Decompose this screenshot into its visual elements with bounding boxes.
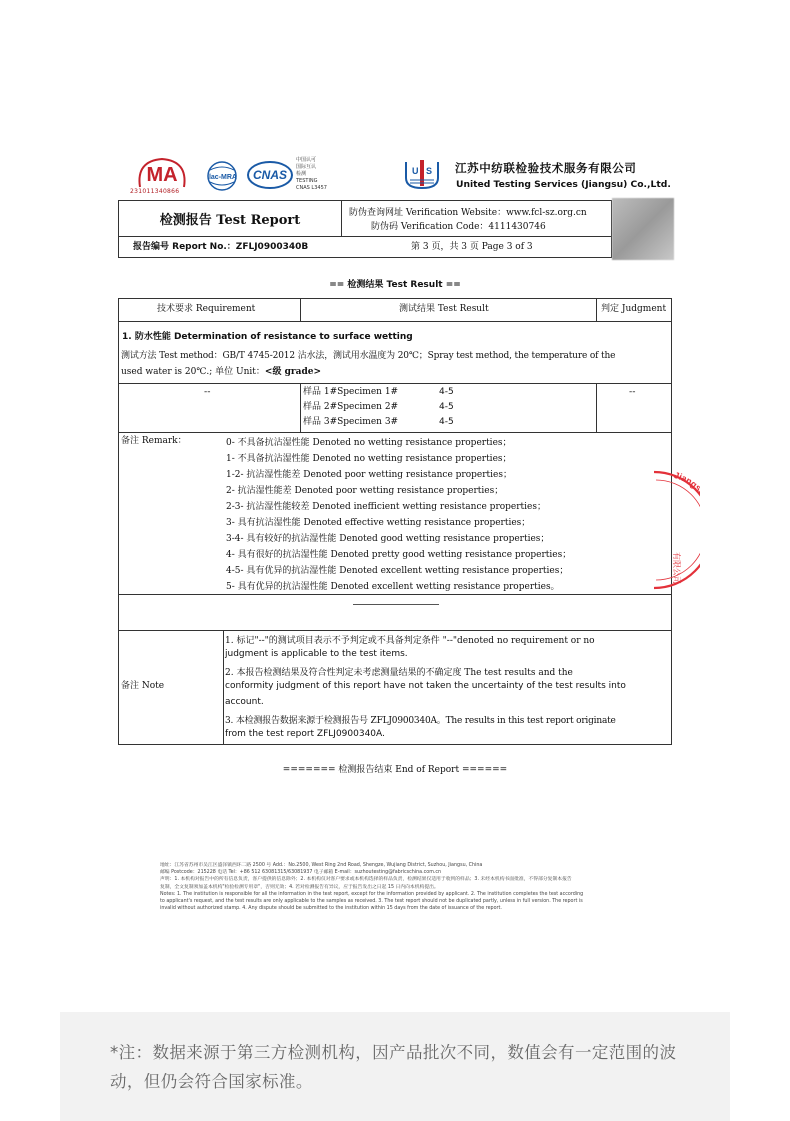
cnas-caption	[296, 157, 327, 192]
remark-line: 1-2- 抗沾湿性能差 Denoted poor wetting resistance properties；	[226, 470, 512, 480]
table-rule	[119, 432, 671, 433]
verification-code: 防伪码 Verification Code：4111430746	[371, 222, 546, 232]
remark-line: 3- 具有抗沾湿性能 Denoted effective wetting resistance properties；	[226, 518, 531, 528]
test-method-line	[121, 365, 321, 381]
remark-line: 2-3- 抗沾湿性能较差 Denoted inefficient wetting resistance properties；	[226, 502, 546, 512]
specimen-label: 样品 1#Specimen 1#	[303, 387, 399, 397]
cnas-logo	[246, 159, 294, 191]
fine-print-line: Notes: 1. The institution is responsible for all the information in the test report, except for the information provided by applicant. 2. The institution completes the test according	[160, 891, 584, 897]
note-line: conformity judgment of this report have not taken the uncertainty of the test results into	[225, 681, 626, 691]
svg-text:有限公司: 有限公司	[672, 552, 681, 584]
cnas-caption-line: TESTING	[296, 178, 318, 184]
cnas-caption-line: 检测	[296, 171, 307, 177]
cma-logo	[134, 155, 190, 191]
remark-line: 2- 抗沾湿性能差 Denoted poor wetting resistance properties；	[226, 486, 504, 496]
col-header-result: 测试结果 Test Result	[399, 304, 489, 314]
remark-line: 4-5- 具有优异的抗沾湿性能 Denoted excellent wetting resistance properties；	[226, 566, 569, 576]
ilac-logo-text: ilac-MRA	[207, 174, 237, 181]
page-indicator: 第 3 页，共 3 页 Page 3 of 3	[411, 242, 533, 252]
remark-line: 0- 不具备抗沾湿性能 Denoted no wetting resistance properties；	[226, 438, 512, 448]
specimen-label: 样品 3#Specimen 3#	[303, 417, 399, 427]
cnas-logo-text: CNAS	[252, 168, 288, 182]
fine-print-line: 声明：1. 本机构对报告中的所有信息负责，客户提供的信息除外；2. 本机构仅对客户要求或本机构选择的样品负责，检测结果仅适用于收到的样品；3. 未经本机构书面批准，不得部分复制本报告	[160, 877, 572, 883]
ilac-mra-logo	[202, 160, 242, 192]
report-header	[118, 200, 612, 258]
specimen-value: 4-5	[439, 417, 454, 427]
disclaimer-box	[60, 1012, 730, 1121]
col-header-judgment: 判定 Judgment	[601, 304, 667, 314]
footer-fine-print	[160, 862, 640, 912]
qr-code-blurred	[612, 198, 674, 260]
report-title: 检测报告 Test Report	[119, 201, 342, 236]
note-line: from the test report ZFLJ0900340A.	[225, 729, 385, 739]
remark-line: 4- 具有很好的抗沾湿性能 Denoted pretty good wetting resistance properties；	[226, 550, 572, 560]
specimen-value: 4-5	[439, 387, 454, 397]
unit-grade: <级 grade>	[264, 367, 322, 377]
table-rule	[119, 594, 671, 595]
note-label: 备注 Note	[121, 681, 165, 691]
table-rule	[300, 299, 301, 321]
col-header-requirement: 技术要求 Requirement	[157, 304, 256, 314]
remark-line: 3-4- 具有较好的抗沾湿性能 Denoted good wetting resistance properties；	[226, 534, 550, 544]
remark-line: 5- 具有优异的抗沾湿性能 Denoted excellent wetting resistance properties。	[226, 582, 560, 592]
table-rule	[119, 321, 671, 322]
table-rule	[300, 383, 301, 432]
table-rule	[596, 299, 597, 321]
note-line: 3. 本检测报告数据来源于检测报告号 ZFLJ0900340A。The results in this test report originate	[225, 716, 616, 726]
requirement-value: --	[204, 387, 211, 397]
specimen-label: 样品 2#Specimen 2#	[303, 402, 399, 412]
verification-website: 防伪查询网址 Verification Website：www.fcl-sz.org.cn	[349, 208, 587, 218]
specimen-value: 4-5	[439, 402, 454, 412]
remark-line: 1- 不具备抗沾湿性能 Denoted no wetting resistance properties；	[226, 454, 512, 464]
note-line: 2. 本报告检测结果及符合性判定未考虑测量结果的不确定度 The test results and the	[225, 668, 573, 678]
company-name-en: United Testing Services (Jiangsu) Co.,Ltd.	[456, 179, 671, 190]
note-line: 1. 标记"--"的测试项目表示不予判定或不具备判定条件 "--"denoted no requirement or no	[225, 636, 595, 646]
cnas-caption-line: 中国认可	[296, 157, 317, 163]
svg-text:S: S	[426, 166, 433, 176]
section-title: == 检测结果 Test Result ==	[329, 280, 461, 290]
table-rule	[596, 383, 597, 432]
fine-print-line: 复制，全文复制须加盖本机构"检验检测专用章"，否则无效；4. 若对检测报告有异议，应于报告发出之日起 15 日内向本机构提出。	[160, 884, 439, 890]
cma-number: 231011340866	[130, 188, 180, 195]
company-seal-stamp	[640, 470, 700, 590]
disclaimer-text: *注：数据来源于第三方检测机构，因产品批次不同，数值会有一定范围的波动，但仍会符合国家标准。	[110, 1043, 677, 1091]
note-line: judgment is applicable to the test items.	[225, 649, 408, 659]
results-table	[118, 298, 672, 745]
separator-rule	[353, 604, 439, 605]
cnas-caption-line: 国际互认	[296, 164, 317, 170]
test-method-line: 测试方法 Test method：GB/T 4745-2012 沾水法，测试用水温度为 20℃；Spray test method, the temperature of the	[121, 351, 616, 361]
fine-print-line: 地址：江苏省苏州市吴江区盛泽镇西环二路 2500 号 Add.：No.2500, West Ring 2nd Road, Shengze, Wujiang District, Suzhou, Jiangsu, China	[160, 863, 483, 868]
svg-text:U: U	[412, 166, 419, 176]
judgment-value: --	[629, 387, 636, 397]
item-title: 1. 防水性能 Determination of resistance to surface wetting	[122, 332, 413, 342]
fine-print-line: to applicant's request, and the test results are only applicable to the samples as received. 3. The test report should not be duplicated partly, unless in full version. The report is	[160, 899, 583, 905]
report-number: 报告编号 Report No.：ZFLJ0900340B	[133, 242, 309, 252]
remark-label: 备注 Remark：	[121, 436, 187, 446]
end-of-report: ======= 检测报告结束 End of Report ======	[282, 765, 508, 775]
table-rule	[223, 630, 224, 745]
verification-info	[349, 206, 587, 234]
note-line: account.	[225, 697, 264, 707]
test-method-text: used water is 20℃.; 单位 Unit：	[121, 367, 265, 377]
table-rule	[119, 383, 671, 384]
fine-print-line: 邮编 Postcode：215228 电话 Tel：+86 512 63081315/63081937 电子邮箱 E-mail：suzhoutesting@fabricschina.com.cn	[160, 870, 442, 876]
table-rule	[119, 630, 671, 631]
cma-logo-text: MA	[146, 164, 178, 186]
fine-print-line: invalid without authorized stamp. 4. Any dispute should be submitted to the institution within 15 days from the date of issuance of the report.	[160, 906, 502, 912]
uts-logo	[402, 158, 442, 192]
company-name-cn: 江苏中纺联检验技术服务有限公司	[455, 161, 637, 175]
svg-text:Jiangsu) Co.,Ltd.: Jiang	[672, 470, 700, 490]
cnas-caption-line: CNAS L3457	[296, 185, 327, 191]
